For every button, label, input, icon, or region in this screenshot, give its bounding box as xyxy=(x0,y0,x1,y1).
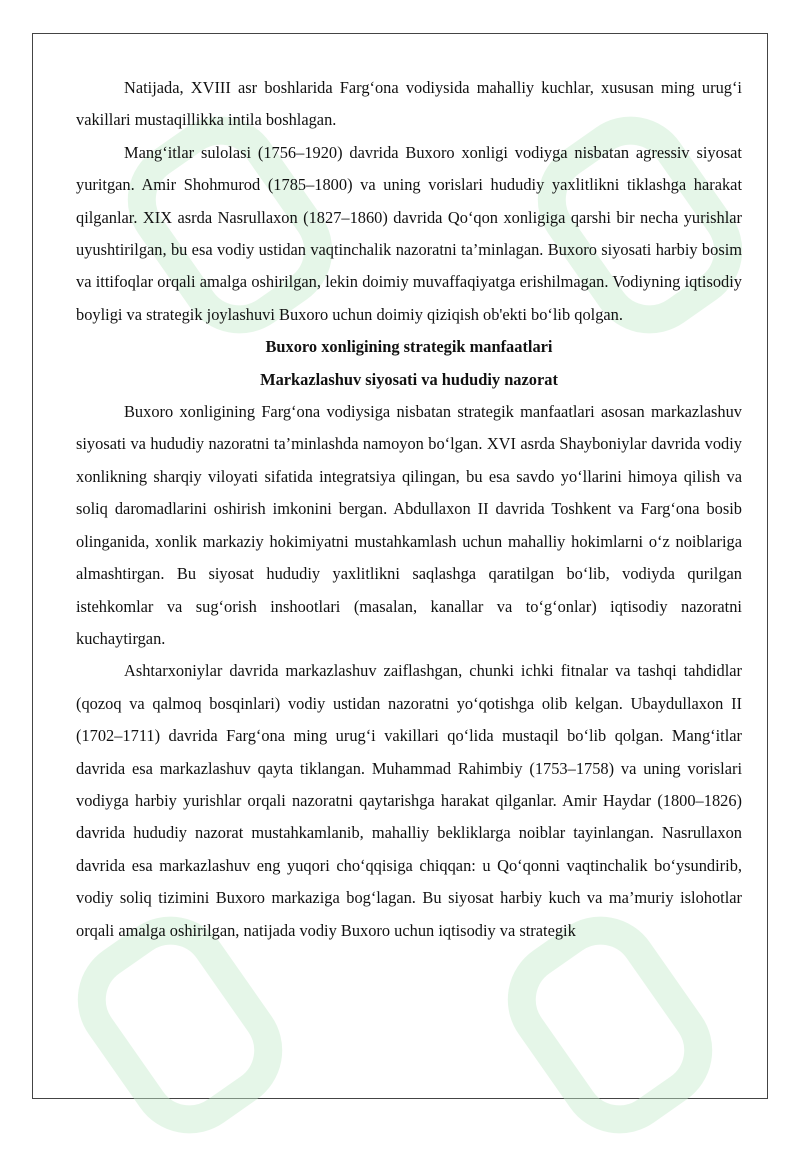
paragraph: Buxoro xonligining Farg‘ona vodiysiga nisbatan strategik manfaatlari asosan markazlashuv siyosati va hududiy nazoratni ta’minlashda namoyon bo‘lgan. XVI asrda Shayboniylar davrida vodiy xonlikning sharqiy viloyati sifatida integratsiya qilingan, bu esa savdo yo‘llarini himoya qilish va soliq daromadlarini oshirish imkonini bergan. Abdullaxon II davrida Toshkent va Farg‘ona bosib olinganida, xonlik markaziy hokimiyatni mustahkamlash uchun mahalliy hokimlarni o‘z noiblariga almashtirgan. Bu siyosat hududiy yaxlitlikni saqlashga qaratilgan bo‘lib, vodiyda qurilgan istehkomlar va sug‘orish inshootlari (masalan, kanallar va to‘g‘onlar) iqtisodiy nazoratni kuchaytirgan. xyxy=(76,402,742,648)
paragraph: Mang‘itlar sulolasi (1756–1920) davrida Buxoro xonligi vodiyga nisbatan agressiv siyosat yuritgan. Amir Shohmurod (1785–1800) va uning vorislari hududiy yaxlitlikni tiklashga harakat qilganlar. XIX asrda Nasrullaxon (1827–1860) davrida Qo‘qon xonligiga qarshi bir necha yurishlar uyushtirilgan, bu esa vodiy ustidan vaqtinchalik nazoratni ta’minlagan. Buxoro siyosati harbiy bosim va ittifoqlar orqali amalga oshirilgan, lekin doimiy muvaffaqiyatga erishilmagan. Vodiyning iqtisodiy boyligi va strategik joylashuvi Buxoro uchun doimiy qiziqish ob'ekti bo‘lib qolgan. xyxy=(76,142,742,324)
paragraph: Ashtarxoniylar davrida markazlashuv zaiflashgan, chunki ichki fitnalar va tashqi tahdidlar (qozoq va qalmoq bosqinlari) vodiy ustidan nazoratni yo‘qotishga olib kelgan. Ubaydullaxon II (1702–1711) davrida Farg‘ona ming urug‘i vakillari qo‘lida mustaqil bo‘lib qolgan. Mang‘itlar davrida esa markazlashuv qayta tiklangan. Muhammad Rahimbiy (1753–1758) va uning vorislari vodiyga harbiy yurishlar orqali nazoratni qaytarishga harakat qilganlar. Amir Haydar (1800–1826) davrida hududiy nazorat mustahkamlanib, mahalliy bekliklarga noiblar tayinlangan. Nasrullaxon davrida esa markazlashuv eng yuqori cho‘qqisiga chiqqan: u Qo‘qonni vaqtinchalik bo‘ysundirib, vodiy soliq tizimini Buxoro markaziga bog‘lagan. Bu siyosat harbiy kuch va ma’muriy islohotlar orqali amalga oshirilgan, natijada vodiy Buxoro uchun iqtisodiy va strategik xyxy=(76,661,742,940)
document-body xyxy=(76,72,742,947)
paragraph: Natijada, XVIII asr boshlarida Farg‘ona vodiysida mahalliy kuchlar, xususan ming urug‘i vakillari mustaqillikka intila boshlagan. xyxy=(76,78,742,130)
section-heading: Buxoro xonligining strategik manfaatlari xyxy=(265,337,553,357)
subsection-heading: Markazlashuv siyosati va hududiy nazorat xyxy=(260,369,558,389)
